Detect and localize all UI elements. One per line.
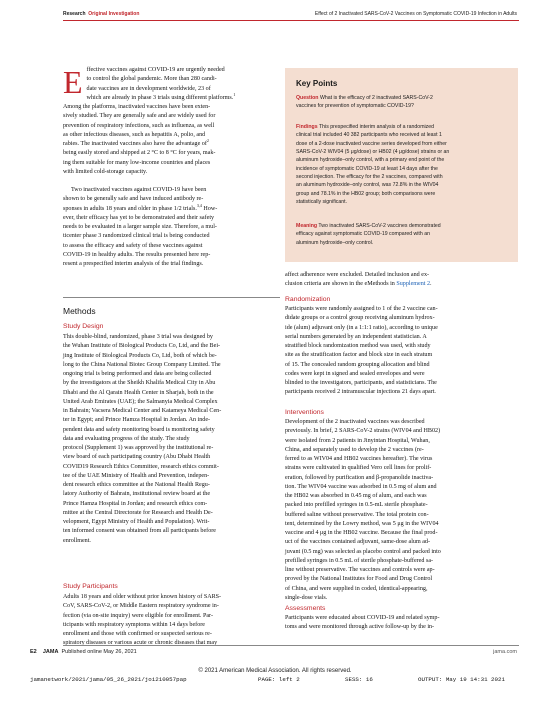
body-line: as other infectious diseases, such as hepatitis A, polio, and	[63, 131, 206, 138]
methods-rule	[63, 297, 280, 298]
journal-name: JAMA	[42, 649, 59, 655]
body-line: data and evaluating progress of the study. The study	[63, 435, 190, 442]
body-line: toms and were monitored through active follow-up by the in-	[285, 624, 435, 631]
body-line: the Wuhan Institute of Biological Products Co, Ltd, and the Bei-	[63, 343, 221, 350]
footer-site[interactable]: jama.com	[493, 649, 517, 655]
key-points-line: dose of a 2-dose inactivated vaccine series developed from either	[296, 140, 447, 147]
body-line: ter in Egypt; and Prince Hamza Hospital in Jordan. An inde-	[63, 417, 211, 424]
randomization-heading: Randomization	[285, 296, 331, 303]
study-participants-heading: Study Participants	[63, 583, 118, 590]
key-points-meaning: Meaning Two inactivated SARS-CoV-2 vaccines demonstrated efficacy against symptomatic COVID-19 compared with an aluminum hydroxide–only control.	[296, 223, 441, 246]
methods-heading: Methods	[63, 306, 96, 316]
body-line: blinded to the investigators, participants, and statisticians. The	[285, 380, 437, 386]
interventions-heading: Interventions	[285, 409, 324, 416]
body-line: single-dose vials.	[285, 594, 328, 601]
body-line: ten informed consent was obtained from all participants before	[63, 528, 216, 535]
body-line: mittee at the Central Directorate for Research and Health De-	[63, 509, 213, 516]
body-line: to assess the efficacy and safety of these vaccines against	[63, 242, 203, 249]
body-line: packed into prefilled syringes in 0.5-mL sterile phosphate-	[285, 502, 428, 509]
body-line: needs to be evaluated in a larger sample size. Therefore, a mul-	[63, 224, 217, 230]
body-line: Two inactivated vaccines against COVID-19 have been	[71, 187, 207, 193]
assessments-heading: Assessments	[285, 605, 326, 612]
published-date: Published online May 26, 2021	[61, 649, 137, 655]
body-line: ticenter phase 3 randomized clinical trial is being conducted	[63, 233, 210, 240]
body-line: resent a prespecified interim analysis of the trial findings.	[63, 261, 204, 267]
body-line: eration, followed by purification and β-propanolide inactiva-	[285, 474, 434, 481]
supplement-2-link[interactable]: Supplement 2	[396, 281, 431, 288]
body-line: stratified block randomization method was used, with study	[285, 343, 431, 349]
running-header-section: Research Original Investigation	[63, 11, 140, 17]
footer-left	[30, 649, 137, 655]
study-design-text	[63, 333, 280, 546]
body-line: shown to be generally safe and have induced antibody re-	[63, 196, 204, 203]
body-line: of China, and were supplied in coded, identical-appearing,	[285, 585, 428, 592]
reference-marker[interactable]: 1	[233, 91, 236, 97]
body-line: the HB02 was absorbed in 0.45 mg of alum, and each was	[285, 493, 427, 499]
body-line: sively studied. They are generally safe and are widely used for	[63, 113, 216, 120]
body-line: Dhabi and the Al Qarain Health Center in Sharjah, both in the	[63, 389, 214, 396]
key-points-line: clinical trial included 40 382 participants who received at least 1	[296, 132, 442, 139]
body-line: participants received 2 intramuscular injections 21 days apart.	[285, 389, 436, 396]
body-line: United Arab Emirates (UAE); the Salmanyia Medical Complex	[63, 398, 218, 405]
body-line: enrollment.	[63, 537, 91, 544]
body-line: site as the stratification factor and block size in each stratum	[285, 352, 433, 359]
body-line: ing them suitable for many low-income countries and places	[63, 159, 211, 166]
body-line: of 15. The concealed random grouping allocation and blind	[285, 361, 430, 368]
running-title: Effect of 2 Inactivated SARS-CoV-2 Vaccines on Symptomatic COVID-19 Infection in Adults	[314, 11, 517, 17]
body-line: Participants were randomly assigned to 1 of the 2 vaccine can-	[285, 306, 438, 312]
body-line: Development of the 2 inactivated vaccines was described	[285, 419, 425, 425]
body-line: ffective vaccines against COVID-19 are urgently needed	[86, 67, 225, 73]
body-line: proved by the National Institutes for Food and Drug Control	[285, 576, 433, 583]
body-line: to control the global pandemic. More than 280 candi-	[86, 76, 217, 83]
copyright: © 2021 American Medical Association. All rights reserved.	[198, 668, 352, 674]
body-line: protocol (Supplement 1) was approved by the institutional re-	[63, 445, 214, 451]
right-continuation: affect adherence were excluded. Detailed inclusion and ex- clusion criteria are shown in the eMethods in Supplement 2.	[285, 272, 432, 288]
key-points-question: Question What is the efficacy of 2 inactivated SARS-CoV-2 vaccines for prevention of symptomatic COVID-19?	[296, 95, 433, 110]
body-line: fection (via on-site inquiry) were eligible for enrollment. Par-	[63, 612, 213, 619]
body-line: rabies. The inactivated vaccines also have the advantage $of^2$	[63, 137, 209, 147]
body-line: which are already in phase 3 trials using different platforms.$^1$	[86, 91, 236, 101]
body-line: prefilled syringes in 0.5 mL of sterile phosphate-buffered sa-	[285, 557, 434, 564]
body-line: jing Institute of Biological Products Co, Ltd, both of which be-	[63, 352, 217, 359]
body-line: enrollment and those with confirmed or suspected serious re-	[63, 631, 212, 637]
body-line: dent research ethics committee at the National Health Regu-	[63, 482, 210, 488]
assessments-text	[285, 614, 519, 633]
body-line: with limited cold-storage capacity.	[63, 168, 148, 175]
key-points-line: SARS-CoV-2 WIV04 (5 μg/dose) or HB02 (4 μg/dose) strains or an	[296, 149, 450, 156]
reference-marker[interactable]: 3,4	[196, 202, 202, 208]
body-line: didate groups or a control group receiving aluminum hydrox-	[285, 315, 435, 322]
body-line: prevention of respiratory infections, such as influenza, as well	[63, 122, 215, 129]
key-points-line: second injection. The efficacy for the 2 vaccines, compared with	[296, 174, 443, 181]
key-points-line: vaccines for prevention of symptomatic COVID-19?	[296, 103, 414, 110]
body-line: ticipants with respiratory symptoms within 14 days before	[63, 621, 205, 628]
body-line: velopment, Egypt Ministry of Health and Population). Writ-	[63, 519, 210, 525]
intro-paragraph-2	[63, 186, 280, 269]
body-line: by the investigators at the Sheikh Khalifa Medical City in Abu	[63, 380, 216, 387]
article-type: Original Investigation	[88, 11, 140, 17]
body-line: juvant (0.5 mg) was selected as placebo control and packed into	[285, 548, 441, 555]
body-line: date vaccines are in development worldwide, 23 of	[86, 85, 211, 92]
dropcap: E	[63, 64, 83, 100]
page-number: E2	[30, 649, 37, 655]
key-points-line: This prespecified interim analysis of a randomized	[318, 124, 435, 130]
key-points-line: statistically significant.	[296, 199, 348, 206]
key-points-line: What is the efficacy of 2 inactivated SARS-CoV-2	[319, 95, 433, 101]
body-line: uct of the vaccines contained adjuvant, same-dose alum ad-	[285, 539, 431, 546]
body-line: Among the platforms, inactivated vaccines have been exten-	[63, 104, 211, 110]
body-line: COVID19 Research Ethics Committee, research ethics commit-	[63, 463, 219, 470]
body-line: latory Authority of Bahrain, institutional review board at the	[63, 491, 211, 498]
key-points-line: an aluminum hydroxide–only control, was 72.8% in the WIV04	[296, 182, 439, 189]
key-points-line: Two inactivated SARS-CoV-2 vaccines demonstrated	[318, 223, 441, 229]
body-line: ide (alum) adjuvant only (in a 1:1:1 ratio), according to unique	[285, 324, 438, 331]
body-line: in Bahrain; Vacsera Medical Center and Katameya Medical Cen-	[63, 408, 222, 414]
intro-paragraph-1	[63, 66, 280, 177]
body-line: ferred to as WIV04 and HB02 vaccines hereafter). The virus	[285, 456, 433, 462]
key-points-findings: Findings This prespecified interim analysis of a randomized clinical trial included 40 382 participants who received at least 1 dose of a 2-dose inactivated vaccine series developed from either SARS-CoV-2 WIV04 (5 μg/dose) or HB02 (4 μg/dose) strains or an aluminum hydroxide–only control, with a primary end point of the incidence of symptomatic COVID-19 at least 14 days after the second injection. The efficacy for the 2 vaccines, compared with an aluminum hydroxide–only control, was 72.8% in the WIV04 group and 78.1% in the HB02 group; both comparisons were statistically significant.	[296, 124, 450, 206]
key-points-line: efficacy against symptomatic COVID-19 compared with an	[296, 231, 430, 238]
body-line: being easily stored and shipped at 2 °C to 8 °C for years, mak-	[63, 150, 216, 157]
slug-path: jamanetwork/2021/jama/05_26_2021/joi210057pap	[30, 676, 187, 683]
key-points-line: incidence of symptomatic COVID-19 at least 14 days after the	[296, 165, 438, 172]
key-points-line: aluminum hydroxide–only control.	[296, 239, 374, 246]
body-line: codes were kept in signed and sealed envelopes and were	[285, 370, 425, 377]
body-line: long to the China National Biotec Group Company Limited. The	[63, 361, 221, 368]
body-line: Adults 18 years and older without prior known history of SARS-	[63, 594, 222, 600]
body-line: Prince Hamza Hospital in Jordan; and research ethics com-	[63, 500, 208, 507]
body-line: COVID-19 in healthy adults. The results presented here rep-	[63, 251, 211, 258]
key-points-line: aluminum hydroxide–only control, with a primary end point of the	[296, 157, 445, 164]
study-design-heading: Study Design	[63, 323, 104, 330]
reference-marker[interactable]: 2	[206, 137, 209, 143]
body-text-fragment: How-	[201, 205, 218, 212]
body-line: pendent data and safety monitoring board is monitoring safety	[63, 426, 215, 433]
interventions-text	[285, 418, 519, 603]
body-line: buffered saline without preservative. The total protein con-	[285, 511, 429, 518]
slug-page: PAGE: left 2	[258, 676, 300, 683]
slug-sess: SESS: 16	[345, 676, 373, 683]
body-line: line without preservative. The vaccines and controls were ap-	[285, 567, 435, 573]
body-line: ever, their efficacy has yet to be demonstrated and their safety	[63, 214, 215, 221]
body-line: CoV, SARS-CoV-2, or Middle Eastern respiratory syndrome in-	[63, 603, 219, 610]
body-line: vaccine and 4 μg in the HB02 vaccine. Because the final prod-	[285, 530, 438, 536]
key-points-line: group and 78.1% in the HB02 group; both comparisons were	[296, 190, 436, 197]
body-line: tent, determined by the Lowry method, was 5 μg in the WIV04	[285, 520, 439, 527]
slug-output: OUTPUT: May 19 14:31 2021	[418, 676, 505, 683]
study-participants-text	[63, 593, 280, 649]
header-rule	[63, 20, 519, 21]
body-line: previously. In brief, 2 SARS-CoV-2 strains (WIV04 and HB02)	[285, 428, 441, 435]
body-line: view board of each participating country (Abu Dhabi Health	[63, 454, 211, 461]
body-line: tee of the UAE Ministry of Health and Prevention, indepen-	[63, 472, 210, 479]
body-line: serial numbers generated by an independent statistician. A	[285, 333, 427, 340]
randomization-text	[285, 305, 519, 398]
body-line: Participants were educated about COVID-19 and related symp-	[285, 615, 440, 621]
key-points-title: Key Points	[296, 79, 338, 88]
footer-rule	[63, 645, 519, 646]
body-line: strains were cultivated in qualified Vero cell lines for prolif-	[285, 465, 432, 472]
body-line: tion. The WIV04 vaccine was adsorbed in 0.5 mg of alum and	[285, 483, 437, 490]
body-line: China, and separately used to develop the 2 vaccines (re-	[285, 446, 424, 453]
body-line: sponses in adults 18 years and older in phase 1/2 trials.$^{3,4}$ How-	[63, 202, 218, 212]
body-line: spiratory diseases or various acute or chronic diseases that may	[63, 640, 218, 647]
body-line: were isolated from 2 patients in Jinyintan Hospital, Wuhan,	[285, 437, 430, 444]
body-line: ongoing trial is being performed and data are being collected	[63, 371, 212, 377]
body-line: This double-blind, randomized, phase 3 trial was designed by	[63, 334, 213, 340]
